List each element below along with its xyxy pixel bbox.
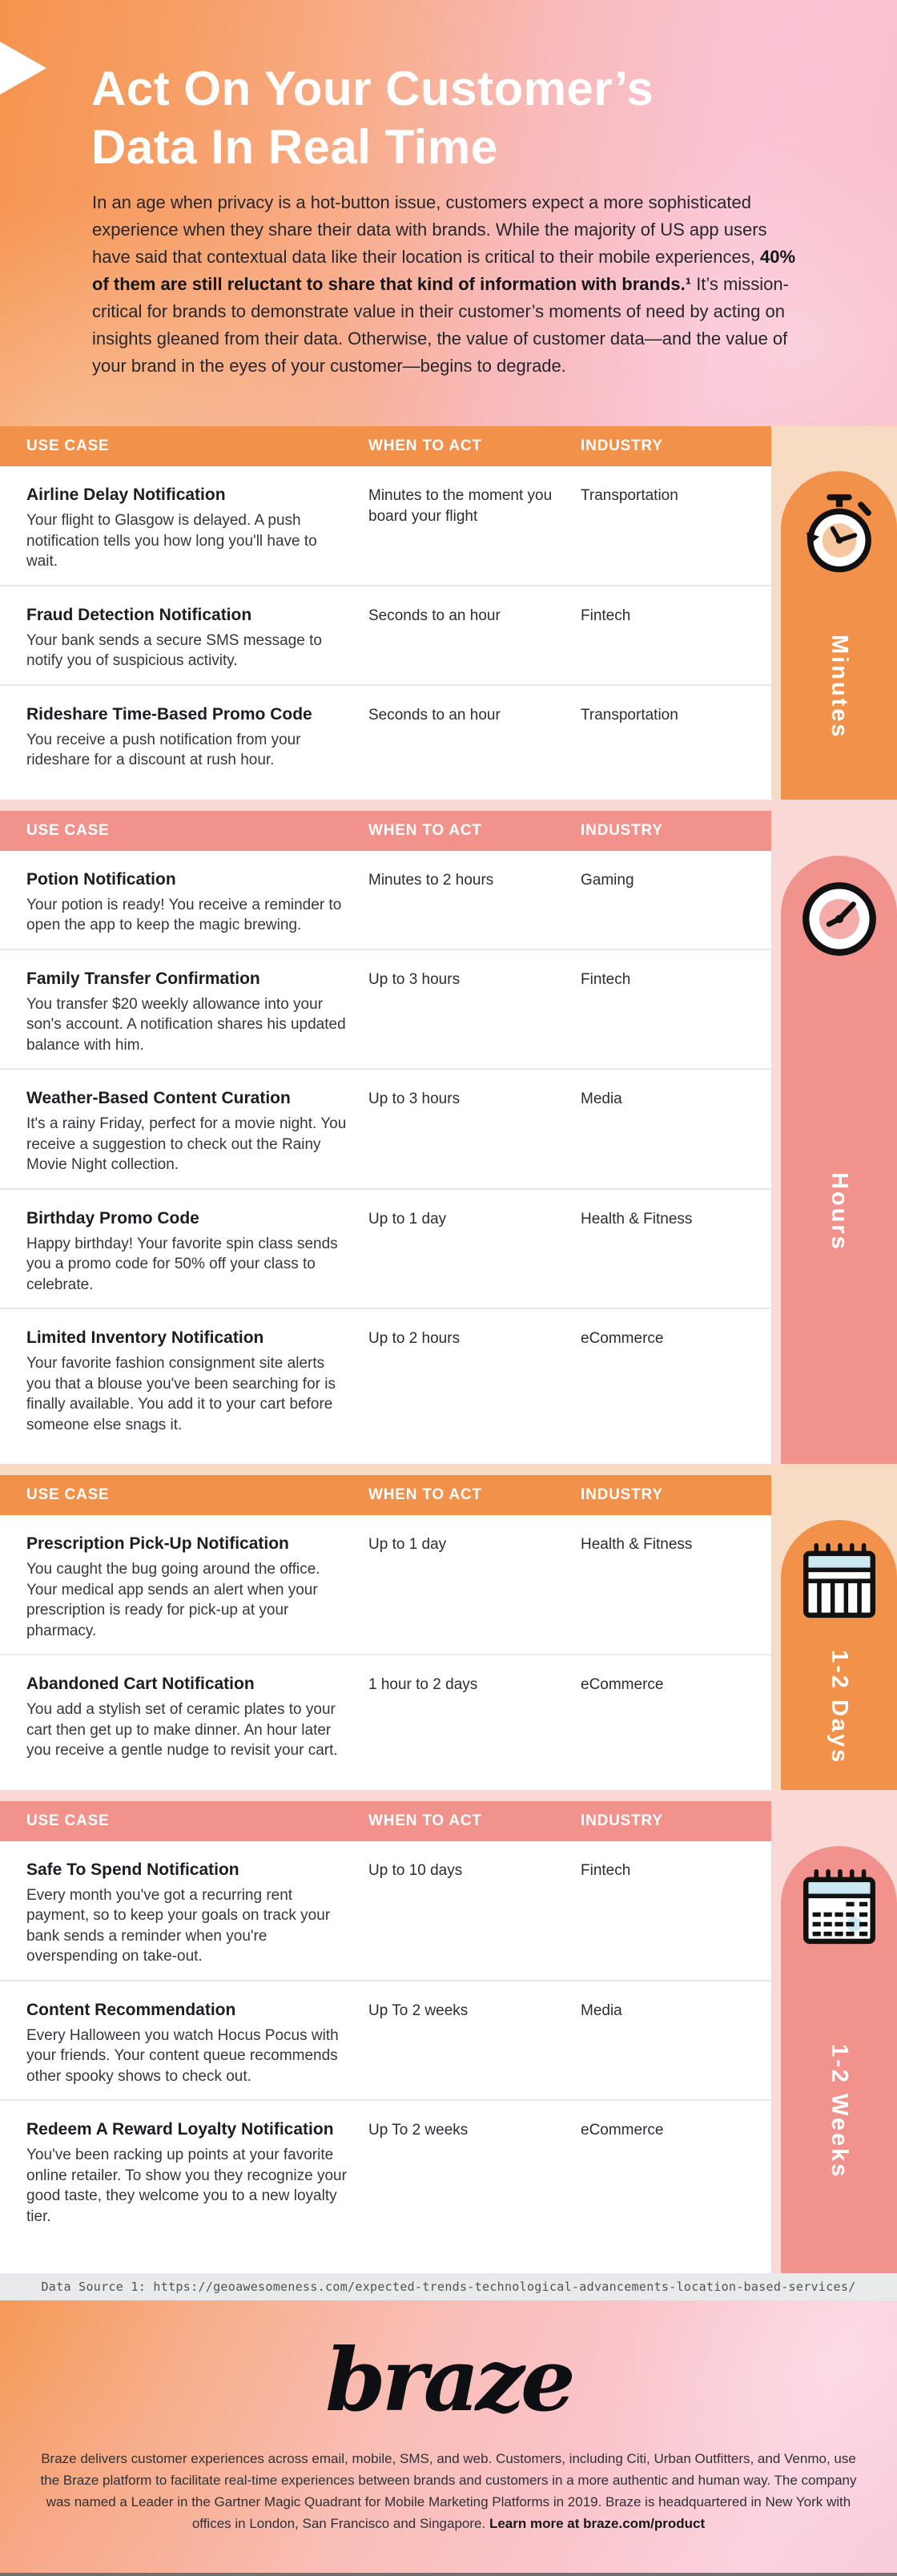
- table-row: [0, 684, 771, 784]
- section-label-vertical: 1-2 Weeks: [827, 2044, 852, 2179]
- weeks-table: [0, 1801, 771, 2274]
- sidebar-pill: [781, 1520, 897, 1790]
- when-to-act-cell: Minutes to the moment you board your flight: [368, 487, 553, 525]
- column-header-use-case: USE CASE: [26, 821, 110, 839]
- industry-cell: eCommerce: [581, 2122, 664, 2139]
- industry-cell: Fintech: [581, 607, 631, 624]
- table-row: [0, 466, 771, 585]
- row-title: Birthday Promo Code: [26, 1208, 199, 1228]
- when-to-act-cell: Seconds to an hour: [368, 706, 501, 724]
- when-to-act-cell: Up To 2 weeks: [368, 2002, 469, 2019]
- industry-cell: Media: [581, 1090, 622, 1107]
- table-header-row: [0, 426, 771, 466]
- industry-cell: Transportation: [581, 487, 678, 504]
- industry-cell: Health & Fitness: [581, 1210, 693, 1228]
- column-header-when-to-act: WHEN TO ACT: [368, 1812, 482, 1829]
- section-minutes: [0, 426, 897, 800]
- calendar-weeks-icon: [798, 1869, 880, 1950]
- column-header-when-to-act: WHEN TO ACT: [368, 1486, 482, 1503]
- stopwatch-icon: [798, 494, 880, 575]
- page-title: [91, 59, 654, 176]
- when-to-act-cell: Up to 10 days: [368, 1861, 463, 1879]
- section-hours: [0, 800, 897, 1465]
- sidebar-pill: [781, 1846, 897, 2274]
- section-label-vertical: Minutes: [827, 635, 852, 740]
- intro-text-end: It’s mission-critical for brands to demonstrate value in their customer’s moments of need by acting on insights gleaned from their data. Otherwise, the value of customer data—and the value of your brand in the eyes of your customer—begins to degrade.: [92, 274, 789, 376]
- industry-cell: Media: [581, 2002, 622, 2019]
- industry-cell: Health & Fitness: [581, 1536, 693, 1553]
- row-title: Fraud Detection Notification: [26, 605, 252, 624]
- section-days: [0, 1464, 897, 1790]
- row-title: Safe To Spend Notification: [26, 1860, 239, 1879]
- row-description: Your favorite fashion consignment site alerts you that a blouse you've been searching for is finally available. You add it to your cart before someone else snags it.: [26, 1355, 336, 1433]
- when-to-act-cell: Minutes to 2 hours: [368, 871, 494, 889]
- data-source-url[interactable]: Data Source 1: https://geoawesomeness.com/expected-trends-technological-advancements-location-based-services/: [41, 2280, 856, 2294]
- table-row: [0, 1841, 771, 1980]
- sidebar-pill: [781, 856, 897, 1465]
- column-header-when-to-act: WHEN TO ACT: [368, 437, 482, 454]
- row-title: Rideshare Time-Based Promo Code: [26, 704, 312, 724]
- row-description: Every Halloween you watch Hocus Pocus with your friends. Your content queue recommends other spooky shows to check out.: [26, 2026, 339, 2085]
- days-sidebar: [771, 1475, 897, 1790]
- hours-sidebar: [771, 811, 897, 1465]
- minutes-table: [0, 426, 771, 800]
- section-label-vertical: Hours: [827, 1171, 852, 1252]
- row-title: Limited Inventory Notification: [26, 1328, 264, 1347]
- row-description: You've been racking up points at your favorite online retailer. To show you they recognize your good taste, they welcome you to a new loyalty tier.: [26, 2147, 347, 2225]
- when-to-act-cell: Seconds to an hour: [368, 607, 501, 624]
- industry-cell: Fintech: [581, 970, 631, 988]
- when-to-act-cell: Up To 2 weeks: [368, 2122, 469, 2139]
- column-header-industry: INDUSTRY: [581, 1486, 663, 1503]
- weeks-sidebar: [771, 1801, 897, 2274]
- footer-about-text: Braze delivers customer experiences across email, mobile, SMS, and web. Customers, including Citi, Urban Outfitters, and Venmo, use the Braze platform to facilitate real-time experiences between brands and customers in a more authentic and human way. The company was named a Leader in the Gartner Magic Quadrant for Mobile Marketing Platforms in 2019. Braze is headquartered in New York with offices in London, San Francisco and Singapore.: [40, 2451, 857, 2531]
- section-weeks: [0, 1790, 897, 2274]
- table-row: [0, 1308, 771, 1448]
- intro-highlight: 40% of them are still reluctant to share that kind of information with brands.¹: [92, 247, 796, 294]
- row-description: Your bank sends a secure SMS message to notify you of suspicious activity.: [26, 631, 322, 669]
- sidebar-pill: [781, 471, 897, 800]
- row-description: You transfer $20 weekly allowance into your son's account. A notification shares his updated balance with him.: [26, 995, 346, 1054]
- industry-cell: Fintech: [581, 1861, 631, 1879]
- row-title: Content Recommendation: [26, 2000, 236, 2019]
- row-description: Every month you've got a recurring rent payment, so to keep your goals on track your bank sends a reminder when you're overspending on take-out.: [26, 1886, 331, 1965]
- clock-icon: [798, 878, 880, 960]
- industry-cell: eCommerce: [581, 1330, 664, 1347]
- table-header-row: [0, 1801, 771, 1841]
- hero-section: [0, 0, 897, 426]
- arrow-right-icon: [0, 42, 46, 95]
- industry-cell: Transportation: [581, 706, 678, 724]
- when-to-act-cell: Up to 2 hours: [368, 1330, 461, 1347]
- column-header-when-to-act: WHEN TO ACT: [368, 821, 482, 839]
- row-title: Family Transfer Confirmation: [26, 969, 260, 988]
- page-title-line1: Act On Your Customer’s: [91, 62, 654, 116]
- row-description: Your potion is ready! You receive a reminder to open the app to keep the magic brewing.: [26, 896, 342, 933]
- column-header-use-case: USE CASE: [26, 437, 110, 454]
- learn-more-link[interactable]: Learn more at braze.com/product: [489, 2516, 706, 2531]
- row-description: You add a stylish set of ceramic plates to your cart then get up to make dinner. An hour later you receive a gentle nudge to revisit your cart.: [26, 1701, 338, 1759]
- row-description: It's a rainy Friday, perfect for a movie night. You receive a suggestion to check out the Rainy Movie Night collection.: [26, 1115, 347, 1173]
- when-to-act-cell: Up to 3 hours: [368, 1090, 461, 1107]
- table-row: [0, 585, 771, 684]
- column-header-industry: INDUSTRY: [581, 821, 663, 839]
- row-title: Potion Notification: [26, 869, 176, 889]
- table-row: [0, 851, 771, 949]
- when-to-act-cell: Up to 1 day: [368, 1536, 447, 1553]
- when-to-act-cell: Up to 3 hours: [368, 970, 461, 988]
- column-header-use-case: USE CASE: [26, 1812, 110, 1829]
- column-header-use-case: USE CASE: [26, 1486, 110, 1503]
- braze-logo: braze: [325, 2330, 572, 2431]
- row-title: Prescription Pick-Up Notification: [26, 1534, 289, 1553]
- table-row: [0, 1068, 771, 1188]
- footer-about: [36, 2448, 861, 2534]
- calendar-days-icon: [798, 1542, 880, 1624]
- row-description: Happy birthday! Your favorite spin class sends you a promo code for 50% off your class to celebrate.: [26, 1235, 338, 1293]
- section-label-vertical: 1-2 Days: [827, 1649, 852, 1764]
- intro-text: In an age when privacy is a hot-button issue, customers expect a more sophisticated experience when they share their data with brands. While the majority of US app users have said that contextual data like their location is critical to their mobile experiences,: [92, 192, 767, 267]
- column-header-industry: INDUSTRY: [581, 1812, 663, 1829]
- row-title: Weather-Based Content Curation: [26, 1089, 291, 1107]
- when-to-act-cell: Up to 1 day: [368, 1210, 447, 1228]
- intro-paragraph: [92, 189, 805, 380]
- industry-cell: Gaming: [581, 871, 634, 889]
- table-header-row: [0, 1475, 771, 1515]
- row-description: You receive a push notification from your rideshare for a discount at rush hour.: [26, 731, 301, 768]
- row-description: You caught the bug going around the office. Your medical app sends an alert when your prescription is ready for pick-up at your pharmacy.: [26, 1561, 320, 1639]
- row-description: Your flight to Glasgow is delayed. A push notification tells you how long you'll have to wait.: [26, 512, 317, 570]
- data-source-bar: [0, 2273, 897, 2300]
- table-row: [0, 1188, 771, 1308]
- column-header-industry: INDUSTRY: [581, 437, 663, 454]
- table-row: [0, 1654, 771, 1774]
- row-title: Abandoned Cart Notification: [26, 1675, 255, 1693]
- industry-cell: eCommerce: [581, 1676, 664, 1693]
- table-row: [0, 2099, 771, 2239]
- row-title: Airline Delay Notification: [26, 486, 226, 504]
- minutes-sidebar: [771, 426, 897, 800]
- when-to-act-cell: 1 hour to 2 days: [368, 1676, 478, 1693]
- hours-table: [0, 811, 771, 1465]
- days-table: [0, 1475, 771, 1790]
- row-title: Redeem A Reward Loyalty Notification: [26, 2120, 334, 2139]
- table-row: [0, 1980, 771, 2100]
- table-row: [0, 949, 771, 1069]
- table-row: [0, 1515, 771, 1654]
- footer-section: [0, 2300, 897, 2576]
- page-title-line2: Data In Real Time: [91, 120, 498, 175]
- table-header-row: [0, 811, 771, 851]
